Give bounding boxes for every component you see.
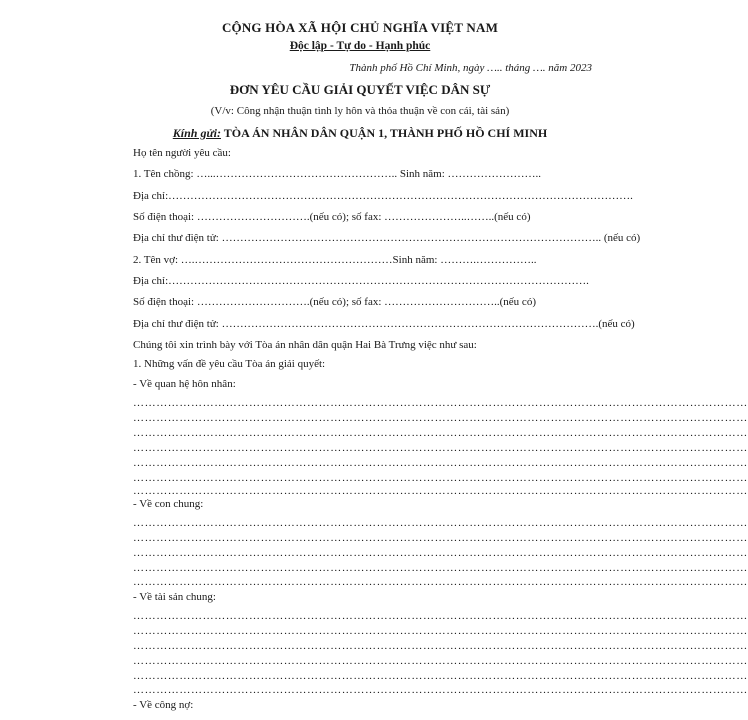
marriage-answer-line: …………………………………………………………………………………………………………………………………………… (133, 442, 748, 454)
property-answer-line: …………………………………………………………………………………………………………………………………………… (133, 625, 748, 637)
property-answer-line: …………………………………………………………………………………………………………………………………………… (133, 640, 748, 652)
property-answer-line: …………………………………………………………………………………………………………………………………………… (133, 684, 748, 696)
property-answer-line: …………………………………………………………………………………………………………………………………………… (133, 610, 748, 622)
marriage-answer-line: …………………………………………………………………………………………………………………………………………… (133, 457, 748, 469)
property-answer-line: …………………………………………………………………………………………………………………………………………… (133, 670, 748, 682)
property-label: - Về tài sản chung: (133, 591, 216, 603)
property-answer-line: …………………………………………………………………………………………………………………………………………… (133, 655, 748, 667)
husband-email-field: Địa chỉ thư điện tử: ………………………………………………………………………………………….. (nếu có) (133, 232, 641, 244)
children-answer-line: …………………………………………………………………………………………………………………………………………… (133, 562, 748, 574)
marriage-answer-line: …………………………………………………………………………………………………………………………………………… (133, 485, 748, 497)
children-answer-line: …………………………………………………………………………………………………………………………………………… (133, 517, 748, 529)
date-line: Thành phố Hồ Chí Minh, ngày ….. tháng …. năm 2023 (349, 62, 592, 74)
document-subject: (V/v: Công nhận thuận tình ly hôn và thỏa thuận về con cái, tài sản) (210, 105, 510, 117)
wife-email-field: Địa chỉ thư điện tử: ………………………………………………………………………………………….(nếu có) (133, 318, 635, 330)
marriage-label: - Về quan hệ hôn nhân: (133, 378, 236, 390)
document-title: ĐƠN YÊU CẦU GIẢI QUYẾT VIỆC DÂN SỰ (229, 82, 491, 97)
husband-name-field: 1. Tên chồng: …...………………………………………….. Sinh năm: …………………….. (133, 168, 542, 180)
marriage-answer-line: …………………………………………………………………………………………………………………………………………… (133, 427, 748, 439)
recipient-label: Kính gửi: (172, 126, 221, 140)
children-answer-line: …………………………………………………………………………………………………………………………………………… (133, 547, 748, 559)
recipient-value: TÒA ÁN NHÂN DÂN QUẬN 1, THÀNH PHỐ HỒ CHÍ MINH (220, 126, 548, 140)
recipient-line (0, 126, 720, 141)
requester-label: Họ tên người yêu cầu: (133, 147, 231, 159)
children-answer-line: …………………………………………………………………………………………………………………………………………… (133, 576, 748, 588)
wife-address-field: Địa chỉ:……………………………………………………………………………………………………. (133, 275, 589, 287)
marriage-answer-line: …………………………………………………………………………………………………………………………………………… (133, 412, 748, 424)
children-label: - Về con chung: (133, 498, 204, 510)
wife-name-field: 2. Tên vợ: ….………………………………………………Sinh năm: ……….…………….. (133, 254, 537, 266)
marriage-answer-line: …………………………………………………………………………………………………………………………………………… (133, 472, 748, 484)
husband-phone-field: Số điện thoại: ………………………….(nếu có); số fax: …………………..……..(nếu có) (133, 211, 531, 223)
children-answer-line: …………………………………………………………………………………………………………………………………………… (133, 532, 748, 544)
wife-phone-field: Số điện thoại: ………………………….(nếu có); số fax: …………………………..(nếu có) (133, 296, 536, 308)
country-heading: CỘNG HÒA XÃ HỘI CHỦ NGHĨA VIỆT NAM (221, 20, 499, 35)
husband-address-field: Địa chỉ:………………………………………………………………………………………………………………. (133, 190, 633, 202)
motto (0, 40, 720, 52)
motto-text: Độc lập - Tự do - Hạnh phúc (289, 40, 431, 52)
intro-paragraph: Chúng tôi xin trình bày với Tòa án nhân dân quận Hai Bà Trưng việc như sau: (133, 339, 477, 351)
issues-heading: 1. Những vấn đề yêu cầu Tòa án giải quyết: (133, 358, 326, 370)
marriage-answer-line: …………………………………………………………………………………………………………………………………………… (133, 397, 748, 409)
debt-label: - Về công nợ: (133, 699, 194, 711)
